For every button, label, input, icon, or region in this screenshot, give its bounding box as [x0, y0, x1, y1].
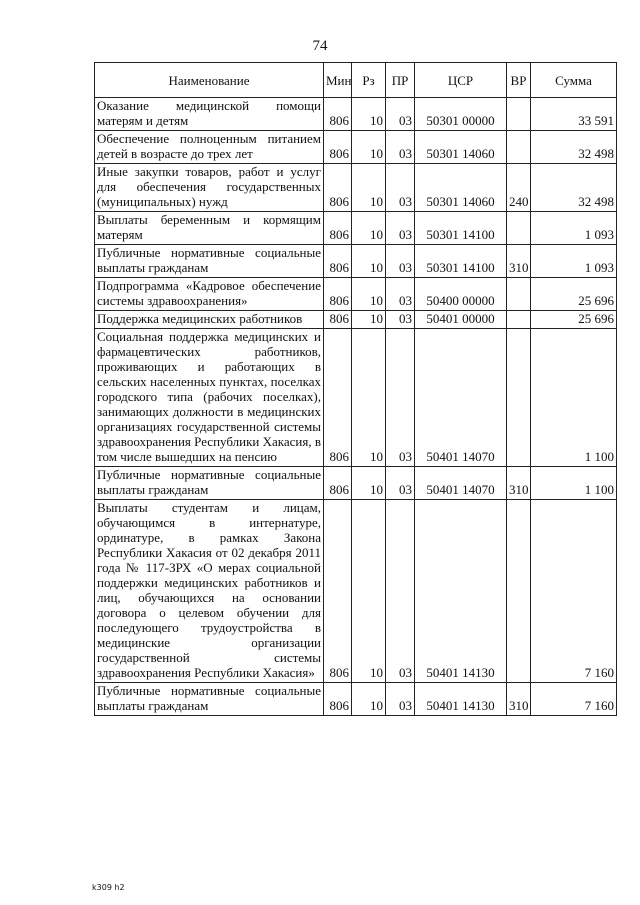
cell-name: Выплаты беременным и кормящим матерям	[95, 212, 324, 245]
cell-csr: 50301 00000	[415, 98, 507, 131]
table-row	[95, 212, 617, 245]
cell-vr	[507, 311, 531, 329]
cell-rz: 10	[352, 212, 386, 245]
table-row	[95, 329, 617, 467]
cell-min: 806	[324, 98, 352, 131]
page-number: 74	[312, 38, 328, 54]
cell-sum: 1 100	[531, 329, 617, 467]
cell-csr: 50401 14130	[415, 500, 507, 683]
cell-name: Подпрограмма «Кадровое обеспечение системы здравоохранения»	[95, 278, 324, 311]
cell-sum: 33 591	[531, 98, 617, 131]
cell-sum: 7 160	[531, 500, 617, 683]
cell-rz: 10	[352, 311, 386, 329]
cell-vr	[507, 212, 531, 245]
cell-vr: 310	[507, 245, 531, 278]
cell-min: 806	[324, 164, 352, 212]
cell-min: 806	[324, 467, 352, 500]
table-row	[95, 467, 617, 500]
cell-csr: 50401 14070	[415, 329, 507, 467]
cell-pr: 03	[386, 245, 415, 278]
cell-rz: 10	[352, 500, 386, 683]
footer-code: k309 h2	[92, 883, 125, 892]
cell-pr: 03	[386, 500, 415, 683]
table-row	[95, 245, 617, 278]
cell-pr: 03	[386, 98, 415, 131]
cell-sum: 1 093	[531, 245, 617, 278]
cell-min: 806	[324, 683, 352, 716]
header-rz: Рз	[352, 63, 386, 98]
cell-min: 806	[324, 278, 352, 311]
cell-csr: 50301 14100	[415, 212, 507, 245]
cell-min: 806	[324, 245, 352, 278]
table-row	[95, 683, 617, 716]
cell-csr: 50301 14100	[415, 245, 507, 278]
table-row	[95, 164, 617, 212]
cell-pr: 03	[386, 683, 415, 716]
cell-name: Публичные нормативные социальные выплаты гражданам	[95, 467, 324, 500]
cell-csr: 50301 14060	[415, 131, 507, 164]
header-sum: Сумма	[531, 63, 617, 98]
cell-pr: 03	[386, 278, 415, 311]
cell-csr: 50401 00000	[415, 311, 507, 329]
cell-csr: 50301 14060	[415, 164, 507, 212]
header-csr: ЦСР	[415, 63, 507, 98]
cell-name: Социальная поддержка медицинских и фармацевтических работников, проживающих и работающих в сельских населенных пунктах, поселках городского типа (рабочих поселках), занимающих должности в медицинских организациях государственной системы здравоохранения Республики Хакасия, в том числе вышедших на пенсию	[95, 329, 324, 467]
cell-min: 806	[324, 329, 352, 467]
cell-vr	[507, 98, 531, 131]
cell-pr: 03	[386, 212, 415, 245]
cell-pr: 03	[386, 131, 415, 164]
cell-pr: 03	[386, 164, 415, 212]
cell-csr: 50400 00000	[415, 278, 507, 311]
cell-csr: 50401 14130	[415, 683, 507, 716]
cell-pr: 03	[386, 467, 415, 500]
cell-min: 806	[324, 212, 352, 245]
table-row	[95, 311, 617, 329]
cell-rz: 10	[352, 467, 386, 500]
cell-min: 806	[324, 131, 352, 164]
cell-name: Обеспечение полноценным питанием детей в возрасте до трех лет	[95, 131, 324, 164]
cell-pr: 03	[386, 311, 415, 329]
cell-pr: 03	[386, 329, 415, 467]
cell-sum: 7 160	[531, 683, 617, 716]
header-name: Наименование	[95, 63, 324, 98]
cell-name: Выплаты студентам и лицам, обучающимся в интернатуре, ординатуре, в рамках Закона Республики Хакасия от 02 декабря 2011 года № 117-ЗРХ «О мерах социальной поддержки медицинских работников и лиц, обучающихся на основании договора о целевом обучении для последующего трудоустройства в медицинские организации государственной системы здравоохранения Республики Хакасия»	[95, 500, 324, 683]
cell-sum: 32 498	[531, 164, 617, 212]
table-body	[95, 98, 617, 716]
header-pr: ПР	[386, 63, 415, 98]
cell-vr	[507, 500, 531, 683]
cell-name: Публичные нормативные социальные выплаты гражданам	[95, 245, 324, 278]
cell-rz: 10	[352, 131, 386, 164]
cell-rz: 10	[352, 98, 386, 131]
cell-vr	[507, 278, 531, 311]
table-row	[95, 278, 617, 311]
cell-name: Оказание медицинской помощи матерям и детям	[95, 98, 324, 131]
cell-vr: 310	[507, 683, 531, 716]
cell-rz: 10	[352, 683, 386, 716]
cell-sum: 25 696	[531, 311, 617, 329]
budget-table	[94, 62, 617, 716]
cell-csr: 50401 14070	[415, 467, 507, 500]
cell-name: Публичные нормативные социальные выплаты гражданам	[95, 683, 324, 716]
cell-sum: 25 696	[531, 278, 617, 311]
header-vr: ВР	[507, 63, 531, 98]
cell-min: 806	[324, 311, 352, 329]
cell-sum: 32 498	[531, 131, 617, 164]
cell-rz: 10	[352, 245, 386, 278]
table-row	[95, 131, 617, 164]
cell-rz: 10	[352, 329, 386, 467]
cell-vr: 240	[507, 164, 531, 212]
table-row	[95, 98, 617, 131]
cell-name: Поддержка медицинских работников	[95, 311, 324, 329]
cell-rz: 10	[352, 278, 386, 311]
table-header	[95, 63, 617, 98]
cell-min: 806	[324, 500, 352, 683]
cell-vr	[507, 131, 531, 164]
cell-sum: 1 093	[531, 212, 617, 245]
cell-rz: 10	[352, 164, 386, 212]
cell-vr	[507, 329, 531, 467]
cell-sum: 1 100	[531, 467, 617, 500]
cell-vr: 310	[507, 467, 531, 500]
cell-name: Иные закупки товаров, работ и услуг для обеспечения государственных (муниципальных) нужд	[95, 164, 324, 212]
header-min: Мин	[324, 63, 352, 98]
table-row	[95, 500, 617, 683]
